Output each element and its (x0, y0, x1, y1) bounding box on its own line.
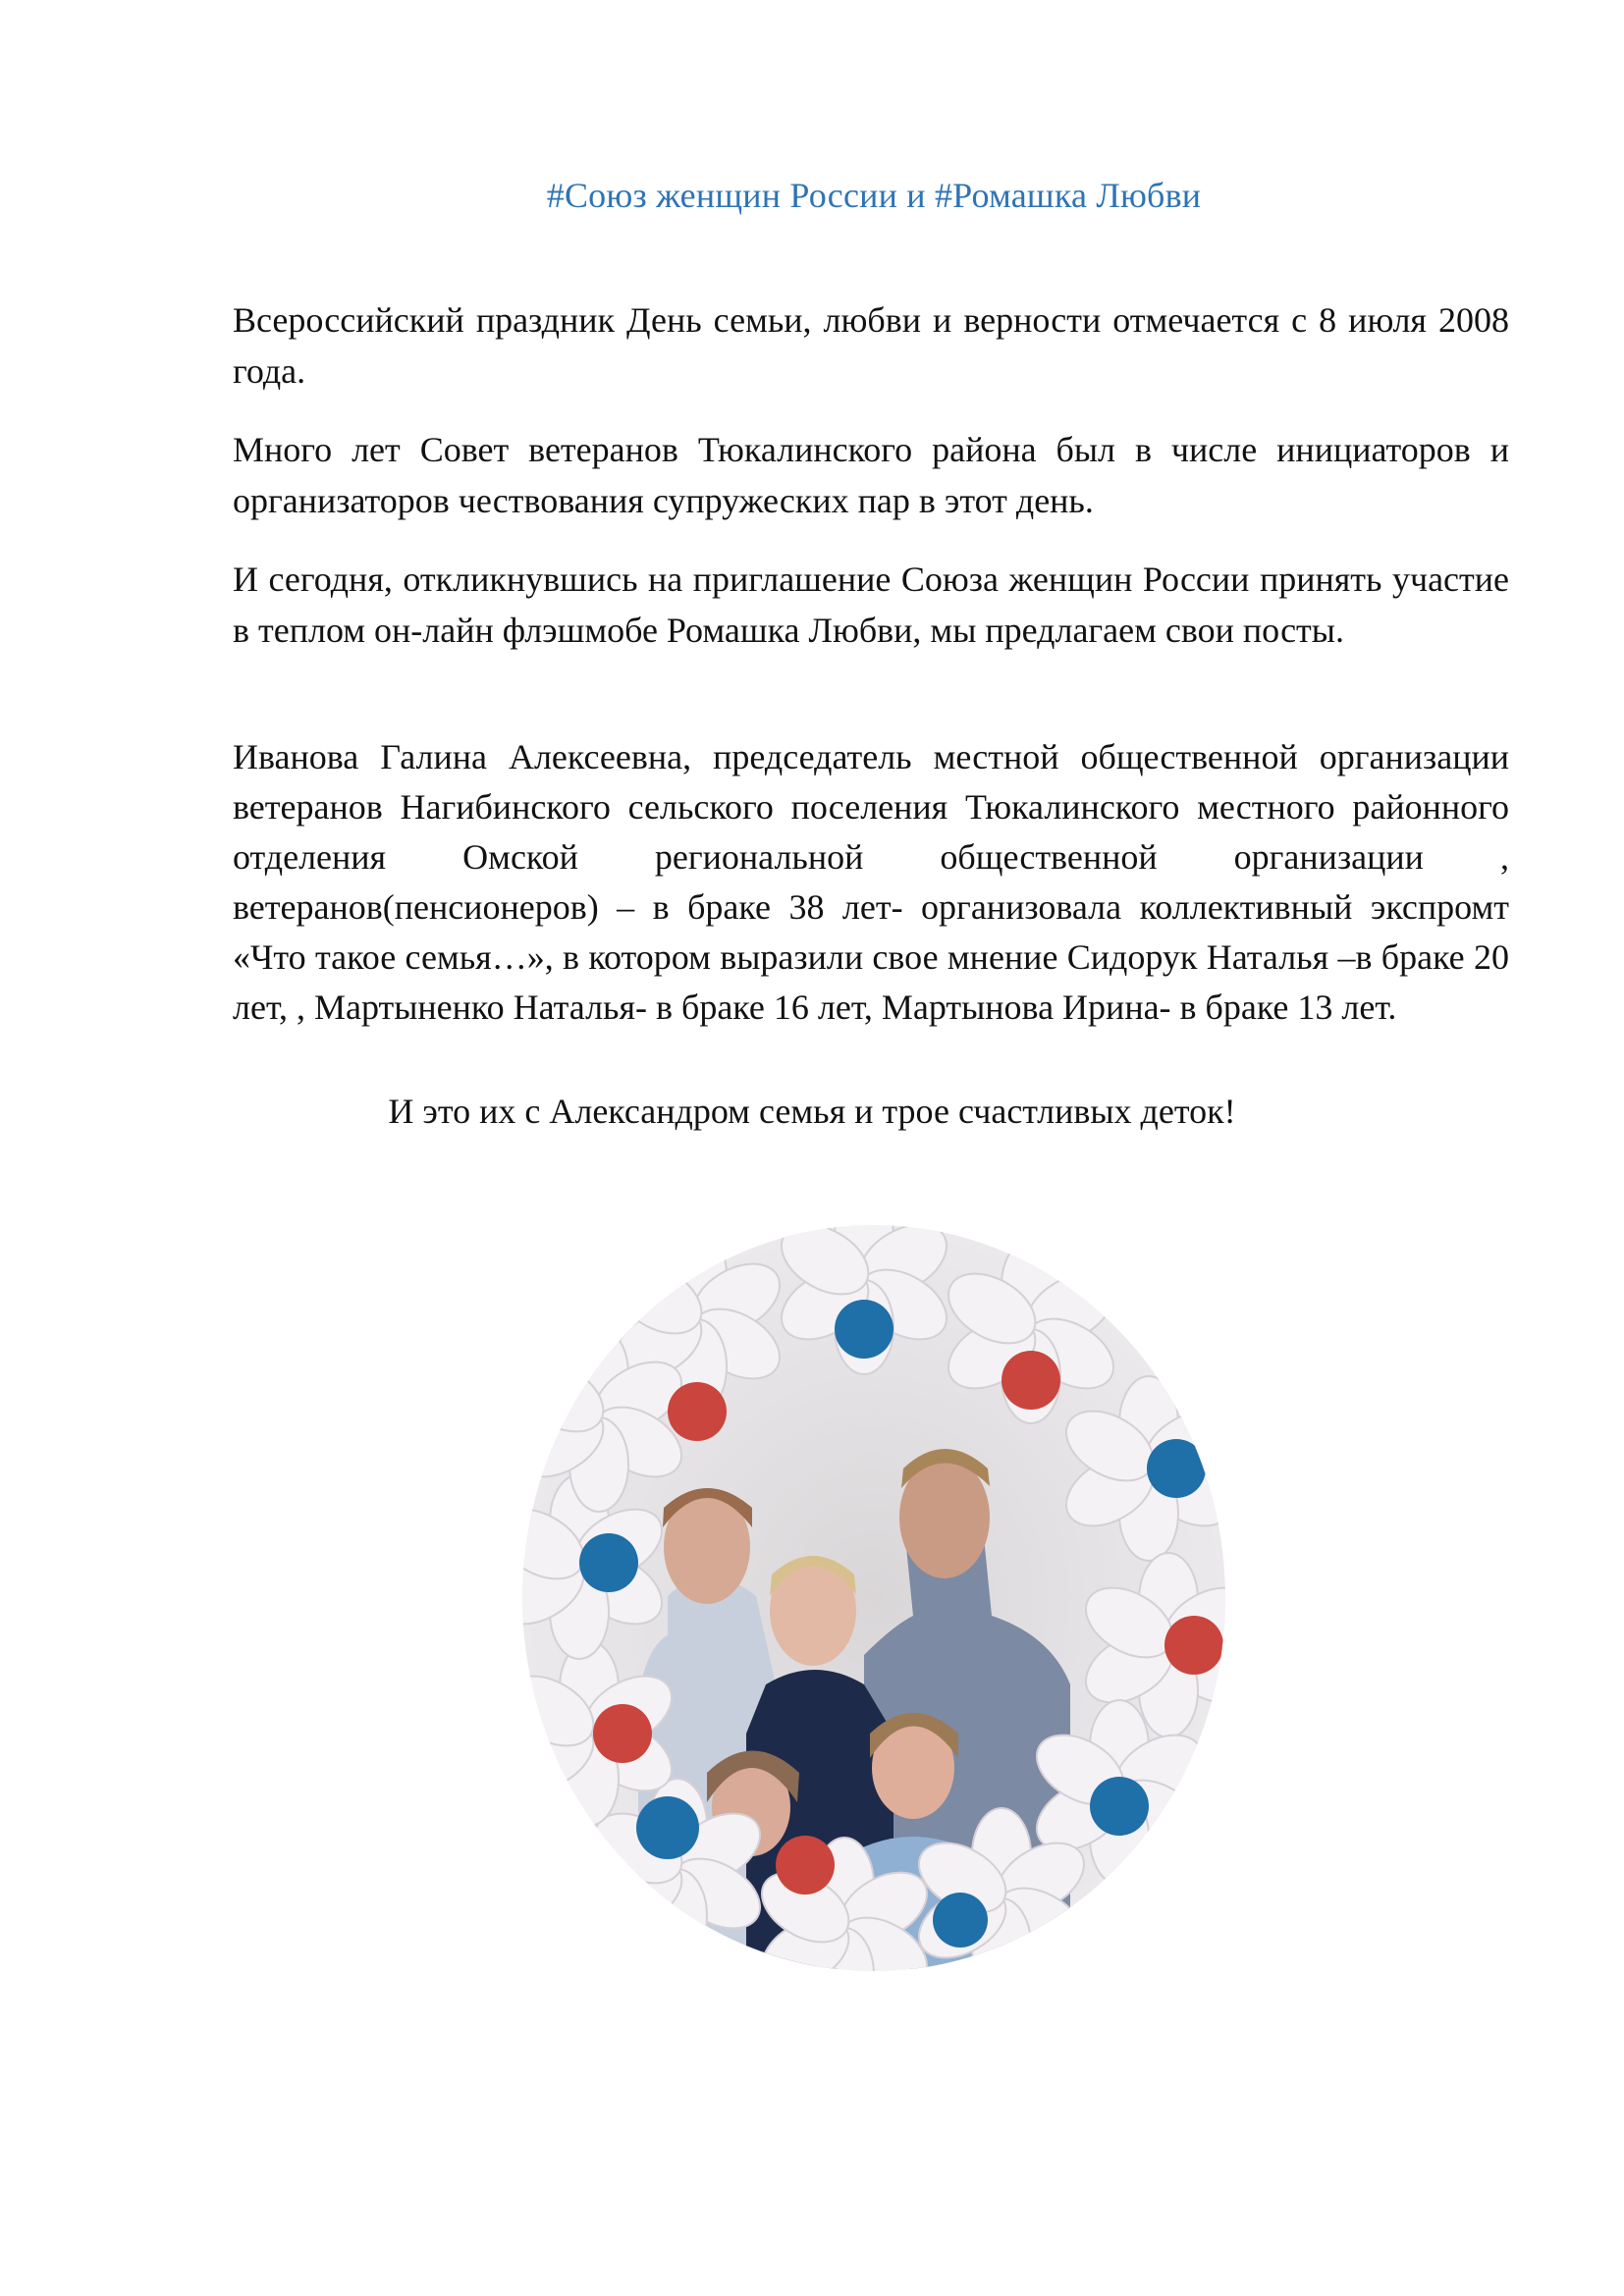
page-title: #Союз женщин России и #Ромашка Любви (546, 176, 1202, 215)
family-photo (520, 1223, 1227, 1973)
photo-caption: И это их с Александром семья и трое счастливых деток! (388, 1092, 1236, 1131)
paragraph-holiday: Всероссийский праздник День семьи, любви и верности отмечается с 8 июля 2008 года. (233, 300, 1509, 391)
paragraph-flashmob: И сегодня, откликнувшись на приглашение Союза женщин России принять участие в теплом он-лайн флэшмобе Ромашка Любви, мы предлагаем свои посты. (233, 560, 1509, 650)
paragraph-council: Много лет Совет ветеранов Тюкалинского района был в числе инициаторов и организаторов чествования супружеских пар в этот день. (233, 430, 1509, 520)
paragraph-ivanova: Иванова Галина Алексеевна, председатель местной общественной организации ветеранов Нагибинского сельского поселения Тюкалинского местного районного отделения Омской региональной общественной организации , ветеранов(пенсионеров) – в браке 38 лет- организовала коллективный экспромт «Что такое семья…», в котором выразили свое мнение Сидорук Наталья –в браке 20 лет, , Мартыненко Наталья- в браке 16 лет, Мартынова Ирина- в браке 13 лет. (233, 737, 1509, 1027)
